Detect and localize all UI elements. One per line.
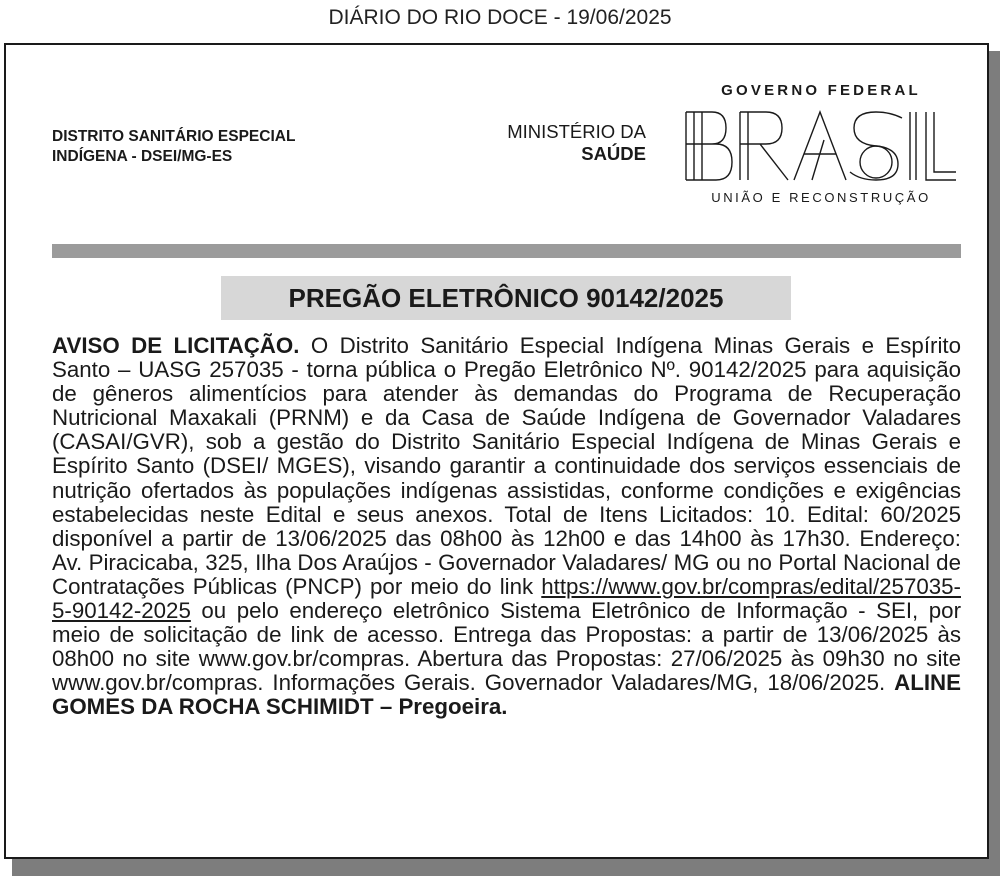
brasil-logo-icon [684,110,958,182]
notice-body [52,334,961,720]
notice-text-1: O Distrito Sanitário Especial Indígena Minas Gerais e Espírito Santo – UASG 257035 - torna pública o Pregão Eletrônico Nº. 90142/2025 para aquisição de gêneros alimentícios para atender às demandas do Programa de Recuperação Nutricional Maxakali (PRNM) e da Casa de Saúde Indígena de Governador Valadares (CASAI/GVR), sob a gestão do Distrito Sanitário Especial Indígena de Minas Gerais e Espírito Santo (DSEI/ MGES), visando garantir a continuidade dos serviços essenciais de nutrição ofertados às populações indígenas assistidas, conforme condições e exigências estabelecidas neste Edital e seus anexos. Total de Itens Licitados: 10. Edital: 60/2025 disponível a partir de 13/06/2025 das 08h00 às 12h00 e das 14h00 às 17h30. Endereço: Av. Piracicaba, 325, Ilha Dos Araújos - Governador Valadares/ MG ou no Portal Nacional de Contratações Públicas (PNCP) por meio do link [52,333,961,599]
notice-text-2: ou pelo endereço eletrônico Sistema Eletrônico de Informação - SEI, por meio de solicitação de link de acesso. Entrega das Propostas: a partir de 13/06/2025 às 08h00 no site www.gov.br/compras. Abertura das Propostas: 27/06/2025 às 09h30 no site www.gov.br/compras. Informações Gerais. Governador Valadares/MG, 18/06/2025. [52,598,961,696]
ministry-name [470,121,646,165]
notice-signature: ALINE GOMES DA ROCHA SCHIMIDT – Pregoeira. [52,670,961,720]
notice-title: PREGÃO ELETRÔNICO 90142/2025 [221,276,791,320]
ministry-line-2: SAÚDE [581,143,646,164]
frame-shadow-bottom [12,859,1000,876]
frame-shadow-right [989,51,1000,859]
newspaper-header: DIÁRIO DO RIO DOCE - 19/06/2025 [328,6,672,29]
district-line-1: DISTRITO SANITÁRIO ESPECIAL [52,128,296,145]
header-divider [52,244,961,258]
district-line-2: INDÍGENA - DSEI/MG-ES [52,148,233,165]
notice-lead: AVISO DE LICITAÇÃO. [52,333,300,358]
edital-link[interactable]: https://www.gov.br/compras/edital/257035-5-90142-2025 [52,573,961,624]
gov-logo-bottom-text: UNIÃO E RECONSTRUÇÃO [711,190,931,205]
district-name [52,127,295,167]
gov-logo-top-text: GOVERNO FEDERAL [721,82,921,99]
ministry-line-1: MINISTÉRIO DA [507,121,646,142]
